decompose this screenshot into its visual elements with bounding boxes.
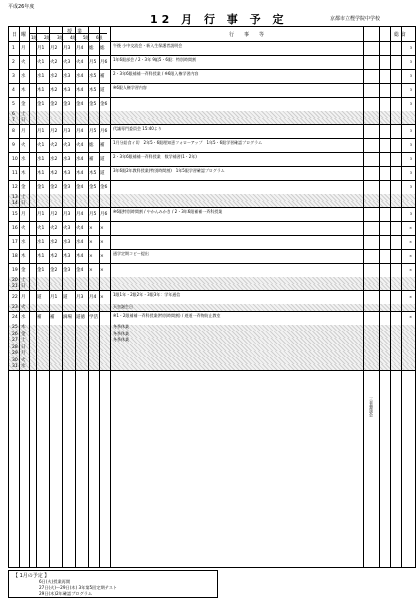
day-number: 5 (12, 101, 15, 107)
day-number: 1 (12, 45, 15, 51)
class-cell: × (100, 253, 104, 259)
class-cell: 月5 (89, 128, 97, 134)
weekday: 日 (21, 284, 26, 290)
period-3-header: 3限 (57, 35, 64, 40)
total-cell: 3 (409, 170, 412, 175)
period-6-header: 6限 (96, 35, 103, 40)
event-text: 1年6限部会 / 2・3年 9組5・6限：特別時間割 (113, 57, 196, 62)
day-number: 30 (12, 357, 18, 363)
weekday: 木 (21, 325, 26, 331)
class-cell: 金4 (76, 184, 84, 190)
event-text: ※1・2限補補一斉科授業(特別時間割) / 遊道一斉物防止教室 (113, 312, 221, 318)
class-cell: 金3 (63, 101, 71, 107)
day-row (9, 97, 415, 111)
class-cell: 月1 (37, 45, 45, 51)
day-number: 20 (12, 277, 18, 283)
class-cell: × (100, 239, 104, 245)
class-cell: 道 (100, 156, 105, 162)
class-cell: 月2 (50, 45, 58, 51)
class-cell: 月3 (63, 45, 71, 51)
day-number: 29 (12, 351, 18, 357)
weekday: 火 (21, 225, 26, 231)
class-cell: 金3 (63, 267, 71, 273)
class-cell: 補 (100, 142, 105, 148)
class-cell: 金3 (63, 184, 71, 190)
total-cell: 3 (409, 128, 412, 133)
class-cell: 月3 (76, 294, 84, 300)
weekday: 金 (21, 267, 26, 273)
class-cell: 火4 (76, 225, 84, 231)
class-cell: 木2 (50, 170, 58, 176)
total-cell: 3 (409, 59, 412, 64)
total-cell: × (409, 315, 412, 319)
weekday: 月 (21, 211, 26, 217)
total-cell: 3 (409, 211, 412, 216)
class-cell: 総 (100, 45, 105, 51)
day-number: 13 (12, 194, 18, 200)
col-classes-header: 授 業 (67, 29, 83, 35)
side-event-label: 三者懇談会 (369, 397, 374, 417)
class-cell: × (100, 267, 104, 273)
class-cell: 木4 (76, 170, 84, 176)
weekday: 月 (21, 294, 26, 300)
class-cell: 補 (50, 315, 55, 320)
class-cell: 月2 (50, 211, 58, 217)
event-text: 1月分給食イ切 2年5・6限理知恵フォローアップ 1年5・6限学習確認プログラム (113, 140, 263, 145)
weekday: 火 (21, 357, 26, 363)
period-5-header: 5限 (83, 35, 90, 40)
col-day-header: 日 (12, 32, 18, 38)
class-cell: 金4 (76, 101, 84, 107)
total-cell: × (409, 239, 412, 244)
class-cell: 水1 (37, 73, 45, 79)
weekday: 木 (21, 253, 26, 259)
class-cell: 水4 (76, 239, 84, 245)
day-number: 28 (12, 344, 18, 350)
total-cell: 3 (409, 156, 412, 161)
class-cell: × (89, 239, 93, 245)
weekday: 土 (21, 338, 26, 344)
class-cell: 月3 (63, 211, 71, 217)
day-row (9, 166, 415, 180)
class-cell: 補 (100, 73, 105, 79)
period-2-header: 2限 (44, 35, 51, 40)
event-text: 天皇誕生日 (113, 303, 133, 309)
day-number: 18 (12, 253, 18, 259)
weekday: 月 (21, 351, 26, 357)
schedule-table (8, 26, 416, 568)
total-cell: × (409, 294, 412, 299)
note-line: 29日(木)2年確認プログラム (39, 591, 93, 596)
col-events-header: 行 事 等 (229, 32, 265, 38)
class-cell: 月1 (37, 128, 45, 134)
class-cell: 火2 (50, 142, 58, 148)
notes-title: 【 1月の予定 】 (13, 573, 50, 579)
class-cell: × (89, 253, 93, 259)
day-row (9, 221, 415, 235)
class-cell: 金5 (89, 184, 97, 190)
day-row (9, 290, 415, 304)
class-cell: 滴場 (63, 315, 72, 320)
class-cell: 道 (100, 170, 105, 176)
day-number: 8 (12, 128, 15, 134)
event-text: 冬季休業 (113, 324, 129, 329)
school-name: 京都市立樫学院中学校 (330, 16, 381, 22)
class-cell: 金1 (37, 101, 45, 107)
day-row (9, 249, 415, 263)
class-cell: 火4 (76, 142, 84, 148)
class-cell: 月4 (76, 128, 84, 134)
event-text: 代議専門委員会 15:40より (113, 126, 162, 131)
day-row (9, 311, 415, 325)
weekday: 火 (21, 142, 26, 148)
page-title: 12 月 行 事 予 定 (150, 13, 288, 26)
class-cell: 月4 (76, 45, 84, 51)
weekday: 水 (21, 364, 26, 370)
weekday: 金 (21, 331, 26, 337)
class-cell: × (100, 225, 104, 231)
note-line: 6日(火)授業再開 (39, 579, 71, 584)
class-cell: 道 (37, 294, 42, 300)
class-cell: 火3 (63, 142, 71, 148)
class-cell: 水2 (50, 239, 58, 245)
class-cell: 木3 (63, 170, 71, 176)
class-cell: 火1 (37, 142, 45, 148)
class-cell: 月1 (50, 294, 58, 300)
day-row (9, 152, 415, 166)
class-cell: 総 (89, 142, 94, 148)
class-cell: 火3 (63, 59, 71, 65)
event-text: 2・3年6限補補一斉科授業 / ※6限入権学習内容 (113, 71, 199, 76)
day-row (9, 124, 415, 138)
class-cell: 水5 (89, 73, 97, 79)
day-number: 2 (12, 59, 15, 65)
total-cell: 3 (409, 87, 412, 92)
weekday: 土 (21, 194, 26, 200)
event-text: 午後 小中交流会・新入生保護者説明会 (113, 43, 183, 48)
total-cell: × (409, 225, 412, 230)
class-cell: 水4 (76, 156, 84, 162)
class-cell: 道 (63, 294, 68, 300)
class-cell: 火1 (37, 225, 45, 231)
class-cell: 水4 (76, 73, 84, 79)
event-text: 2・3年6限補補一斉科授業 数学補習(1・2年) (113, 154, 197, 159)
class-cell: 補 (89, 156, 94, 162)
weekday: 木 (21, 87, 26, 93)
day-row (9, 83, 415, 97)
day-row (9, 364, 415, 371)
class-cell: 木1 (37, 87, 45, 93)
day-number: 24 (12, 315, 18, 320)
class-cell: 木1 (37, 170, 45, 176)
class-cell: 水3 (63, 73, 71, 79)
fiscal-year-label: 平成26年度 (8, 4, 35, 10)
class-cell: × (89, 225, 93, 231)
class-cell: 金2 (50, 184, 58, 190)
class-cell: 総 (89, 45, 94, 51)
class-cell: 木4 (76, 87, 84, 93)
weekday: 火 (21, 59, 26, 65)
day-row (9, 263, 415, 277)
weekday: 日 (21, 344, 26, 350)
class-cell: 木1 (37, 253, 45, 259)
class-cell: 木2 (50, 87, 58, 93)
total-cell: 3 (409, 101, 412, 106)
class-cell: 月1 (37, 211, 45, 217)
day-row (9, 207, 415, 221)
class-cell: 補 (37, 315, 42, 320)
day-row (9, 41, 415, 55)
class-cell: 火2 (50, 59, 58, 65)
total-cell: 3 (409, 73, 412, 78)
class-cell: 水1 (37, 239, 45, 245)
total-cell: 3 (409, 45, 412, 50)
day-number: 26 (12, 331, 18, 337)
class-cell: 道 (100, 87, 105, 93)
day-number: 19 (12, 267, 18, 273)
weekday: 木 (21, 170, 26, 176)
class-cell: 木4 (76, 253, 84, 259)
class-cell: 月3 (63, 128, 71, 134)
class-cell: 金5 (89, 101, 97, 107)
day-row (9, 235, 415, 249)
class-cell: 金2 (50, 267, 58, 273)
class-cell: 火3 (63, 225, 71, 231)
total-cell: 3 (409, 142, 412, 147)
class-cell: 木2 (50, 253, 58, 259)
class-cell: 金6 (100, 184, 108, 190)
day-number: 25 (12, 325, 18, 331)
day-row (9, 69, 415, 83)
class-cell: 月6 (100, 211, 108, 217)
weekday: 日 (21, 201, 26, 207)
event-text: 通学定期コピー提出 (113, 251, 149, 256)
total-cell: 3 (409, 184, 412, 189)
day-number: 27 (12, 338, 18, 344)
day-number: 7 (12, 118, 15, 124)
day-number: 12 (12, 184, 18, 190)
class-cell: 月5 (89, 211, 97, 217)
day-number: 4 (12, 87, 15, 93)
class-cell: 火1 (37, 59, 45, 65)
weekday: 水 (21, 315, 26, 320)
day-number: 31 (12, 364, 18, 370)
weekday: 月 (21, 45, 26, 51)
period-1-header: 1限 (31, 35, 38, 40)
class-cell: 月6 (100, 128, 108, 134)
weekday: 水 (21, 73, 26, 79)
class-cell: 金1 (37, 184, 45, 190)
class-cell: 金2 (50, 101, 58, 107)
event-text: ※6限特別時間割 / やかんみかき / 2・3年6限補補一斉科授業 (113, 209, 223, 214)
class-cell: 木5 (89, 87, 97, 93)
weekday: 月 (21, 128, 26, 134)
class-cell: 火2 (50, 225, 58, 231)
event-text: 3年6限2年教科授業(特別時間割) 1年5限学習確認プログラム (113, 168, 225, 173)
day-row (9, 55, 415, 69)
weekday: 水 (21, 239, 26, 245)
day-number: 3 (12, 73, 15, 79)
class-cell: 道徳 (76, 315, 85, 320)
day-number: 9 (12, 142, 15, 148)
day-number: 6 (12, 111, 15, 117)
class-cell: 学活 (89, 315, 98, 320)
day-number: 15 (12, 211, 18, 217)
class-cell: × (89, 267, 93, 273)
day-number: 10 (12, 156, 18, 162)
class-cell: 木3 (63, 253, 71, 259)
class-cell: × (100, 294, 104, 300)
day-number: 23 (12, 304, 18, 310)
weekday: 日 (21, 118, 26, 124)
weekday: 水 (21, 156, 26, 162)
class-cell: 月6 (100, 59, 108, 65)
day-number: 21 (12, 284, 18, 290)
next-month-notes (8, 570, 218, 598)
class-cell: 月4 (89, 294, 97, 300)
class-cell: 木5 (89, 170, 97, 176)
class-cell: 火4 (76, 59, 84, 65)
class-cell: 水2 (50, 156, 58, 162)
class-cell: 水3 (63, 239, 71, 245)
class-cell: 水1 (37, 156, 45, 162)
class-cell: 月5 (89, 59, 97, 65)
day-number: 22 (12, 294, 18, 300)
class-cell: 水3 (63, 156, 71, 162)
event-text: 冬季休業 (113, 337, 129, 342)
class-cell: 金6 (100, 101, 108, 107)
day-number: 11 (12, 170, 18, 176)
day-number: 14 (12, 201, 18, 207)
class-cell: 月2 (50, 128, 58, 134)
day-number: 16 (12, 225, 18, 231)
col-weekday-header: 曜 (21, 32, 27, 38)
event-text: ※6限人権学習内容 (113, 85, 147, 90)
class-cell: 水2 (50, 73, 58, 79)
class-cell: 木3 (63, 87, 71, 93)
weekday: 火 (21, 304, 26, 310)
event-text: 冬季休業 (113, 330, 129, 336)
col-total-header: 総 食 (394, 32, 406, 38)
weekday: 土 (21, 277, 26, 283)
note-line: 27日(火)～29日(木) 3年第5回定期テスト (39, 585, 118, 590)
weekday: 土 (21, 111, 26, 117)
period-4-header: 4限 (70, 35, 77, 40)
day-row (9, 180, 415, 194)
day-row (9, 138, 415, 152)
weekday: 金 (21, 184, 26, 190)
class-cell: 金4 (76, 267, 84, 273)
total-cell: × (409, 267, 412, 272)
event-text: 1限1年・2限2年・3限3年：学年通信 (113, 292, 181, 297)
total-cell: × (409, 253, 412, 258)
class-cell: 金1 (37, 267, 45, 273)
class-cell: 月4 (76, 211, 84, 217)
weekday: 金 (21, 101, 26, 107)
day-number: 17 (12, 239, 18, 245)
